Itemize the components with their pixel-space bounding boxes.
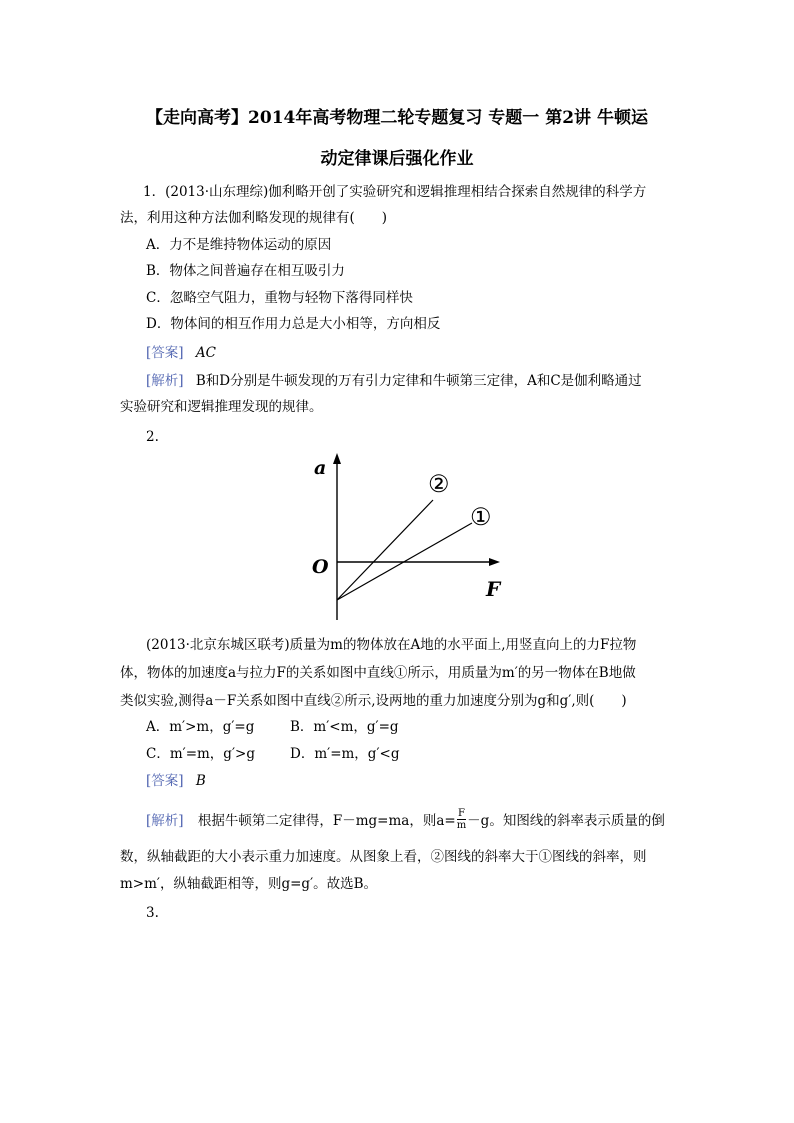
q1-option-d: D．物体间的相互作用力总是大小相等，方向相反 <box>146 316 441 332</box>
q1-answer <box>146 344 216 362</box>
q1-analysis-line1 <box>146 372 642 390</box>
q2-fraction-den: m <box>456 820 467 831</box>
q2-analysis-line3: m>m′，纵轴截距相等，则g=g′。故选B。 <box>120 876 378 892</box>
doc-title-line2: 动定律课后强化作业 <box>320 149 474 169</box>
x-axis-arrow <box>489 558 500 566</box>
y-axis-arrow <box>333 453 341 464</box>
q2-answer-value: B <box>195 773 206 789</box>
q1-analysis-tag: [解析] <box>146 373 184 389</box>
q2-option-a: A．m′>m，g′=g <box>146 719 255 735</box>
q1-option-c: C．忽略空气阻力，重物与轻物下落得同样快 <box>146 290 413 306</box>
q2-analysis-tag: [解析] <box>146 813 184 829</box>
doc-title-line1: 【走向高考】2014年高考物理二轮专题复习 专题一 第2讲 牛顿运 <box>146 108 648 128</box>
q1-stem-line2: 法，利用这种方法伽利略发现的规律有( ) <box>120 210 388 226</box>
q2-stem-line1: (2013·北京东城区联考)质量为m的物体放在A地的水平面上,用竖直向上的力F拉物 <box>146 637 637 653</box>
q2-stem-line3: 类似实验,测得a－F关系如图中直线②所示,设两地的重力加速度分别为g和g′,则( ) <box>120 693 627 709</box>
q2-answer-tag: [答案] <box>146 773 184 789</box>
q1-stem-line1: 1．(2013·山东理综)伽利略开创了实验研究和逻辑推理相结合探索自然规律的科学方 <box>143 184 647 200</box>
q2-analysis-line1 <box>146 810 665 833</box>
q2-option-b: B．m′<m，g′=g <box>290 719 399 735</box>
q1-analysis-line2: 实验研究和逻辑推理发现的规律。 <box>120 399 323 415</box>
q2-fraction-num: F <box>457 808 465 819</box>
q2-option-d: D．m′=m，g′<g <box>290 746 400 762</box>
q1-answer-value: AC <box>195 345 216 361</box>
q1-option-b: B．物体之间普遍存在相互吸引力 <box>146 263 345 279</box>
q1-analysis-text: B和D分别是牛顿发现的万有引力定律和牛顿第三定律，A和C是伽利略通过 <box>195 373 642 389</box>
q2-option-c: C．m′=m，g′>g <box>146 746 255 762</box>
line-2-label: ② <box>428 470 450 498</box>
q2-fraction <box>457 808 466 831</box>
origin-label: O <box>312 556 329 578</box>
q2-stem-line2: 体，物体的加速度a与拉力F的关系如图中直线①所示，用质量为m′的另一物体在B地做 <box>120 665 636 681</box>
y-axis-label: a <box>314 457 327 479</box>
q2-answer <box>146 772 206 790</box>
q2-analysis-post: －g。知图线的斜率表示质量的倒 <box>467 813 665 829</box>
q1-answer-tag: [答案] <box>146 345 184 361</box>
q2-analysis-line2: 数，纵轴截距的大小表示重力加速度。从图象上看，②图线的斜率大于①图线的斜率，则 <box>120 849 647 865</box>
graph-line-2 <box>337 500 433 600</box>
q2-analysis-pre: 根据牛顿第二定律得，F－mg=ma，则a= <box>197 813 456 829</box>
x-axis-label: F <box>486 577 501 601</box>
line-1-label: ① <box>470 503 492 531</box>
q2-graph <box>300 450 520 625</box>
q2-number: 2. <box>146 429 159 445</box>
q3-number: 3. <box>146 905 159 921</box>
q1-option-a: A．力不是维持物体运动的原因 <box>146 237 332 253</box>
